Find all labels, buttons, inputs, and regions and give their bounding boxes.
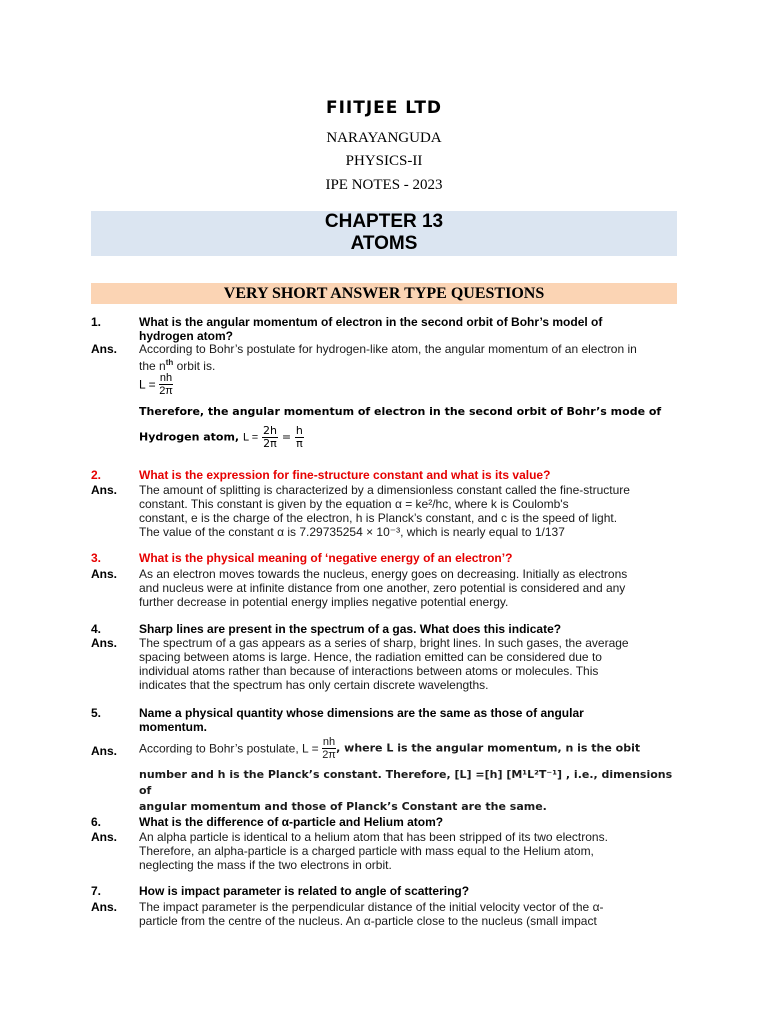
answer-text [139,900,679,928]
answer-text [139,567,679,609]
question-text: What is the physical meaning of ‘negative energy of an electron’? [139,551,513,565]
question-number: 1. [91,315,102,329]
answer-text [139,830,679,872]
answer-text [139,483,679,539]
answer-line: spacing between atoms is large. Hence, the radiation emitted can be considered due to [139,650,602,664]
question-number: 6. [91,815,102,829]
answer-text [139,736,679,815]
answer-label: Ans. [91,830,118,844]
answer-fragment: , where L is the angular momentum, n is the obit [336,741,641,755]
therefore-line [139,425,679,450]
fraction [262,425,278,450]
answer-line: Therefore, an alpha-particle is a charged particle with mass equal to the Helium atom, [139,844,594,858]
fraction [159,372,173,397]
question-number: 5. [91,706,102,720]
answer-line: individual atoms rather than because of interactions between atoms or molecules. This [139,664,599,678]
question-text: What is the expression for fine-structure constant and what is its value? [139,468,551,482]
formula-lhs: L = [302,741,319,756]
denominator: 2π [263,437,277,450]
answer-line: According to Bohr’s postulate for hydrogen-like atom, the angular momentum of an electron in [139,342,637,356]
answer-line: and nucleus were at infinite distance from one another, zero potential is considered and any [139,581,626,595]
answer-line: number and h is the Planck’s constant. Therefore, [L] =[h] [M¹L²T⁻¹] , i.e., dimensions of [139,768,673,797]
question-text: Sharp lines are present in the spectrum of a gas. What does this indicate? [139,622,562,636]
subject-name: PHYSICS-II [345,153,423,169]
therefore-line: Therefore, the angular momentum of electron in the second orbit of Bohr’s mode of [139,405,662,418]
brand-title: FIITJEE LTD [325,98,443,118]
fraction [322,736,336,761]
answer-line: The spectrum of a gas appears as a series of sharp, bright lines. In such gases, the average [139,636,629,650]
answer-fragment: orbit is. [173,359,216,373]
answer-line: further decrease in potential energy implies negative potential energy. [139,595,509,609]
therefore-fragment: Hydrogen atom, [139,430,240,444]
superscript: th [165,358,174,367]
answer-line: The value of the constant α is 7.29735254 × 10⁻³, which is nearly equal to 1/137 [139,525,565,539]
question-text: What is the difference of α-particle and Helium atom? [139,815,444,829]
chapter-heading [91,211,677,256]
answer-line: The amount of splitting is characterized by a dimensionless constant called the fine-structure [139,483,630,497]
question-number: 4. [91,622,102,636]
question-text: How is impact parameter is related to angle of scattering? [139,884,470,898]
answer-line [139,736,679,761]
question-text [139,315,679,343]
question-line: hydrogen atom? [139,329,234,343]
question-text [139,706,679,734]
answer-label: Ans. [91,744,118,758]
chapter-number: CHAPTER 13 [324,211,444,232]
therefore-text [139,405,679,450]
answer-label: Ans. [91,342,118,356]
answer-line: constant. This constant is given by the equation α = ke²/hc, where k is Coulomb's [139,497,569,511]
chapter-title: ATOMS [350,233,418,254]
answer-line: angular momentum and those of Planck’s Constant are the same. [139,800,547,813]
answer-fragment: the n [139,359,166,373]
equals-sign: = [281,430,292,444]
answer-label: Ans. [91,567,118,581]
answer-line: particle from the centre of the nucleus. An α-particle close to the nucleus (small impact [139,914,597,928]
branch-name: NARAYANGUDA [326,130,442,146]
question-line: Name a physical quantity whose dimensions are the same as those of angular [139,706,584,720]
formula-line [139,372,679,397]
fraction [295,425,304,450]
numerator: h [295,424,303,437]
question-line: momentum. [139,720,208,734]
answer-line: An alpha particle is identical to a helium atom that has been stripped of its two electrons. [139,830,608,844]
denominator: π [296,437,303,450]
formula-lhs: L = [139,377,156,392]
answer-line [139,356,679,373]
numerator: nh [322,736,336,748]
question-number: 2. [91,468,102,482]
answer-line: indicates that the spectrum has only certain discrete wavelengths. [139,678,489,692]
answer-label: Ans. [91,483,118,497]
question-line: What is the angular momentum of electron in the second orbit of Bohr’s model of [139,315,603,329]
answer-label: Ans. [91,900,118,914]
section-heading: VERY SHORT ANSWER TYPE QUESTIONS [91,283,677,304]
answer-line: constant, e is the charge of the electron, h is Planck’s constant, and c is the speed of light. [139,511,618,525]
notes-title: IPE NOTES - 2023 [325,177,443,193]
question-number: 3. [91,551,102,565]
answer-text [139,342,679,373]
answer-fragment: According to Bohr’s postulate, [139,741,299,756]
answer-line: As an electron moves towards the nucleus, energy goes on decreasing. Initially as electrons [139,567,628,581]
answer-label: Ans. [91,636,118,650]
formula-lhs: L = [242,431,259,444]
answer-text [139,636,679,692]
numerator: nh [159,372,173,384]
answer-line: The impact parameter is the perpendicular distance of the initial velocity vector of the α- [139,900,604,914]
answer-line: neglecting the mass if the two electrons in orbit. [139,858,392,872]
numerator: 2h [263,424,277,437]
denominator: 2π [159,385,173,397]
question-number: 7. [91,884,102,898]
denominator: 2π [322,749,336,761]
